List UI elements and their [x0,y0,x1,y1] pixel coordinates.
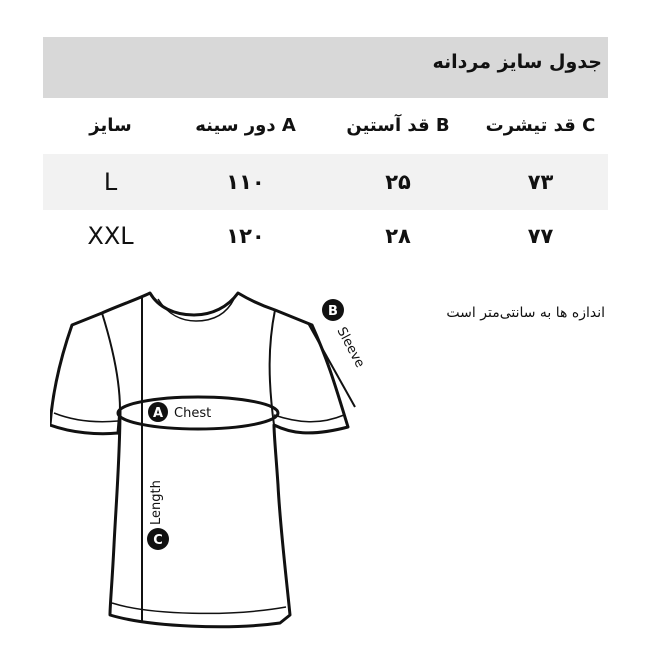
unit-note: اندازه ها به سانتی‌متر است [446,305,605,321]
header-size: سایز [89,114,132,136]
marker-c-label: C [153,533,163,548]
table-row [43,154,608,210]
cell-chest: ۱۲۰ [226,224,265,248]
table-row [43,210,608,262]
table-title-bar [43,37,608,98]
table-title: جدول سایز مردانه [432,51,602,73]
chest-label: Chest [174,406,212,421]
tshirt-outline [50,293,348,627]
cell-size: L [103,168,118,196]
header-sleeve: B قد آستین [346,114,450,136]
marker-b-label: B [328,304,338,319]
cell-length: ۷۷ [527,224,554,248]
tshirt-size-diagram [50,285,380,650]
cell-sleeve: ۲۸ [385,224,411,248]
cell-size: XXL [87,222,134,250]
marker-a-label: A [152,406,164,421]
table-header-row [43,99,608,151]
cell-sleeve: ۲۵ [385,170,411,194]
cell-chest: ۱۱۰ [226,170,265,194]
header-chest: A دور سینه [195,114,296,136]
header-length: C قد تیشرت [485,114,596,136]
sleeve-label: Sleeve [333,324,368,371]
cell-length: ۷۳ [527,170,554,194]
length-label: Length [149,480,164,525]
